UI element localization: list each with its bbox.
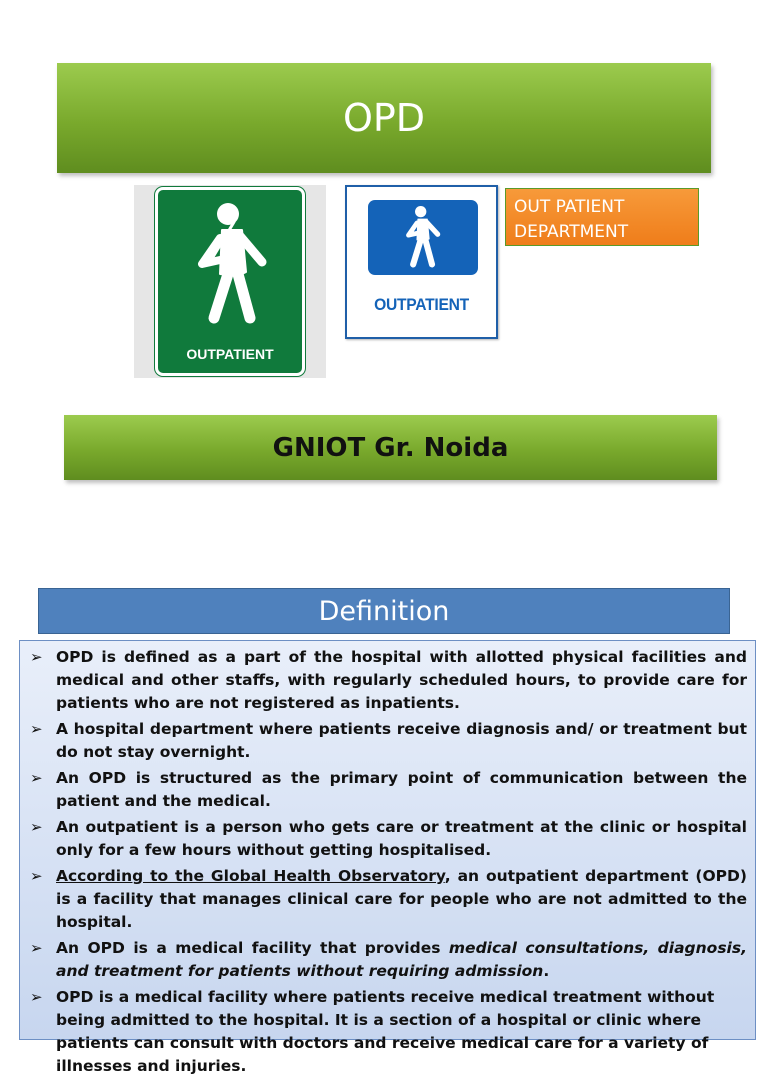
definition-item: ➢ OPD is a medical facility where patients receive medical treatment without being admitted to the hospital. It is a section of a hospital or clinic where patients can consult with doctors and receive medical care for a variety of illnesses and injuries. <box>30 988 715 1075</box>
blue-sign-caption: OUTPATIENT <box>374 295 469 314</box>
emphasized-text: medical consultations, diagnosis, and treatment for patients without requiring admission <box>56 939 747 980</box>
title-banner <box>57 63 711 173</box>
definition-item: ➢ OPD is defined as a part of the hospital with allotted physical facilities and medical and other staffs, with regularly scheduled hours, to provide care for patients who are not registered as inpatients. <box>30 648 747 712</box>
page-title: OPD <box>342 96 426 140</box>
blue-outpatient-sign <box>345 185 498 339</box>
blue-sign-tile <box>368 200 478 275</box>
arrow-bullet-icon: ➢ <box>30 818 43 836</box>
definition-header <box>38 588 730 634</box>
green-sign-plate <box>155 187 305 376</box>
department-label-line1: OUT PATIENT <box>514 197 625 217</box>
arrow-bullet-icon: ➢ <box>30 939 43 957</box>
green-sign-caption: OUTPATIENT <box>186 346 274 362</box>
definition-box <box>19 640 756 1075</box>
institution-name: GNIOT Gr. Noida <box>272 432 509 463</box>
definition-item: ➢ An outpatient is a person who gets care or treatment at the clinic or hospital only for a few hours without getting hospitalised. <box>30 818 747 859</box>
arrow-bullet-icon: ➢ <box>30 648 43 666</box>
arrow-bullet-icon: ➢ <box>30 720 43 738</box>
definition-item: ➢ According to the Global Health Observatory, an outpatient department (OPD) is a facility that manages clinical care for people who are not admitted to the hospital. <box>30 867 747 931</box>
arrow-bullet-icon: ➢ <box>30 867 43 885</box>
definition-heading: Definition <box>318 595 450 627</box>
walking-patient-icon <box>396 205 452 271</box>
definition-item: ➢ An OPD is a medical facility that provides medical consultations, diagnosis, and treatment for patients without requiring admission. <box>30 939 747 980</box>
department-label <box>505 188 699 246</box>
arrow-bullet-icon: ➢ <box>30 769 43 787</box>
department-label-line2: DEPARTMENT <box>514 222 629 242</box>
definition-item: ➢ A hospital department where patients receive diagnosis and/ or treatment but do not stay overnight. <box>30 720 747 761</box>
definition-item: ➢ An OPD is structured as the primary point of communication between the patient and the medical. <box>30 769 747 810</box>
arrow-bullet-icon: ➢ <box>30 988 43 1006</box>
walking-patient-icon <box>180 200 290 340</box>
green-outpatient-sign <box>134 185 326 378</box>
institution-banner <box>64 415 717 480</box>
global-health-observatory-reference[interactable]: According to the Global Health Observatory <box>56 867 445 885</box>
definition-list <box>26 646 747 1078</box>
